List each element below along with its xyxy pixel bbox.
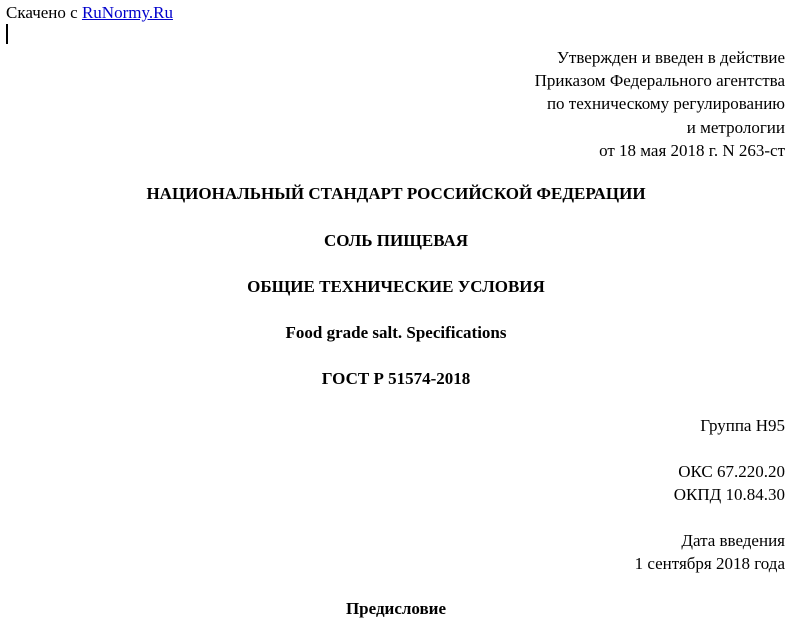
source-line (6, 3, 173, 23)
text-cursor (6, 24, 8, 44)
approval-line: по техническому регулированию (546, 94, 785, 114)
english-title: Food grade salt. Specifications (285, 323, 507, 342)
introduction-label: Дата введения (681, 531, 785, 550)
approval-block (535, 46, 785, 162)
source-prefix: Скачено с (6, 3, 82, 22)
subtitle: ОБЩИЕ ТЕХНИЧЕСКИЕ УСЛОВИЯ (247, 277, 545, 296)
national-standard-title: НАЦИОНАЛЬНЫЙ СТАНДАРТ РОССИЙСКОЙ ФЕДЕРАЦИИ (146, 184, 646, 203)
product-title: СОЛЬ ПИЩЕВАЯ (323, 231, 469, 250)
foreword-heading: Предисловие (345, 599, 447, 618)
oks-code: ОКС 67.220.20 (678, 462, 785, 481)
standard-code: ГОСТ Р 51574-2018 (321, 369, 471, 388)
okpd-code: ОКПД 10.84.30 (673, 485, 785, 504)
group-code: Группа Н95 (700, 416, 785, 435)
approval-line: Приказом Федерального агентства (534, 71, 785, 91)
approval-line: и метрологии (686, 117, 785, 137)
approval-line: Утвержден и введен в действие (556, 48, 785, 67)
runormy-link[interactable]: RuNormy.Ru (81, 3, 173, 22)
approval-line: от 18 мая 2018 г. N 263-ст (599, 140, 785, 160)
introduction-date: 1 сентября 2018 года (634, 554, 785, 573)
